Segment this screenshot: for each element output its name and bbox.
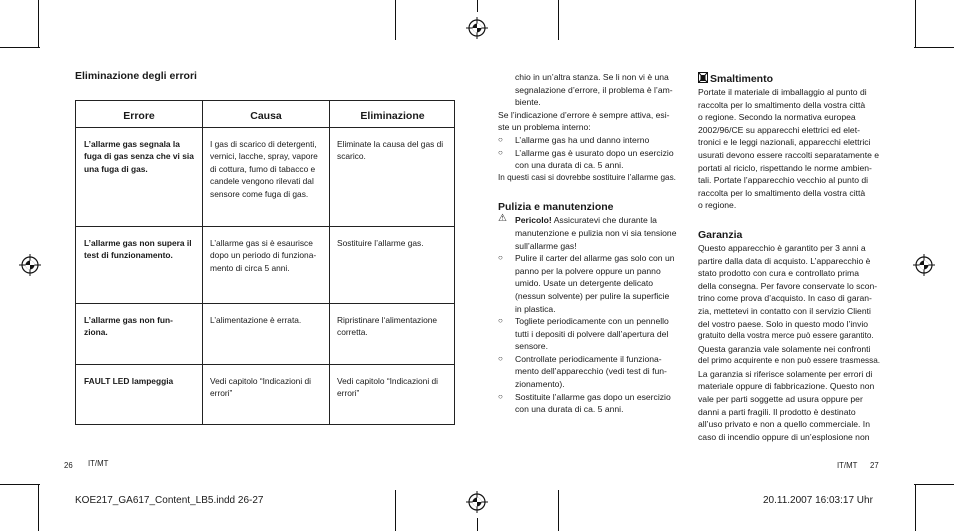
warranty-line: all’uso privato e non a quello commerciale. In <box>698 419 870 430</box>
cell-eliminazione: Vedi capitolo “Indicazioni di errori” <box>337 376 439 399</box>
table-row <box>76 365 454 424</box>
warranty-line: danni a parti fragili. Il prodotto è destinato <box>698 406 856 417</box>
crop-mark <box>0 484 40 485</box>
warning-text: Assicuratevi che durante la <box>553 215 657 226</box>
warning-label: Pericolo! <box>515 215 552 226</box>
list-item-text: (nessun solvente) per pulire la superficie <box>515 290 670 301</box>
warning-icon: ⚠ <box>498 213 507 225</box>
continued-line: biente. <box>515 97 541 108</box>
list-item <box>498 134 683 147</box>
warning-block <box>498 214 683 252</box>
troubleshooting-heading: Eliminazione degli errori <box>75 70 197 82</box>
list-item <box>498 147 683 172</box>
list-item <box>498 252 683 315</box>
middle-column <box>498 71 683 416</box>
disposal-line: o regione. <box>698 200 737 211</box>
crop-mark <box>38 485 39 531</box>
crop-mark <box>558 490 559 531</box>
cell-causa: Vedi capitolo “Indicazioni di errori” <box>210 376 312 399</box>
warranty-line: La garanzia si riferisce solamente per errori di <box>698 368 873 379</box>
disposal-line: portati al riciclo, rispettando le norme ambien- <box>698 162 872 173</box>
cell-errore: L’allarme gas segnala la fuga di gas senza che vi sia una fuga di gas. <box>84 139 194 174</box>
list-item-text: mento dell’apparecchio (vedi test di fun- <box>515 366 667 377</box>
disposal-heading-row <box>698 72 888 86</box>
bullet-icon: ○ <box>498 134 503 144</box>
cell-causa: L’allarme gas si è esaurisce dopo un periodo di funziona- mento di circa 5 anni. <box>210 238 317 273</box>
disposal-line: usurati devono essere raccolti separatamente e <box>698 149 880 160</box>
crop-mark <box>914 484 954 485</box>
recycle-bin-icon <box>698 72 708 83</box>
list-item-text: con una durata di ca. 5 anni. <box>515 404 624 415</box>
cell-errore: L’allarme gas non fun- ziona. <box>84 315 173 338</box>
list-item-text: zionamento). <box>515 379 565 390</box>
disposal-line: tronici e le leggi nazionali, apparecchi elettrici <box>698 137 871 148</box>
list-item-text: tutti i depositi di polvere dall’apertura del <box>515 328 669 339</box>
list-item-text: Togliete periodicamente con un pennello <box>515 316 669 327</box>
bullet-icon: ○ <box>498 316 503 326</box>
disposal-line: tali. Portate l’apparecchio vecchio al punto di <box>698 175 869 186</box>
warranty-line: del vostro paese. Solo in questo modo l’invio <box>698 318 869 329</box>
warranty-line: stato prodotto con cura e controllato prima <box>698 268 859 279</box>
list-item <box>498 353 683 391</box>
registration-mark-icon <box>466 17 488 39</box>
list-item-text: sensore. <box>515 341 548 352</box>
page-number-left: 26 <box>64 461 73 470</box>
crop-mark <box>395 490 396 531</box>
page-number-right: 27 <box>870 461 879 470</box>
list-item <box>498 391 683 416</box>
warranty-heading: Garanzia <box>698 228 743 241</box>
bullet-icon: ○ <box>498 147 503 157</box>
warranty-line: Questo apparecchio è garantito per 3 anni a <box>698 242 866 253</box>
table-row <box>76 227 454 304</box>
header-causa: Causa <box>250 110 282 122</box>
warranty-line: gratuito della vostra merce può essere garantito. <box>698 331 874 341</box>
warranty-line: trino come prova d’acquisto. In caso di garan- <box>698 293 872 304</box>
intro-line: ste un problema interno: <box>498 122 591 133</box>
warning-text: manutenzione e pulizia non vi sia tensione <box>515 227 677 238</box>
crop-mark <box>477 0 478 12</box>
registration-mark-icon <box>466 491 488 513</box>
warning-text: sull’allarme gas! <box>515 240 577 251</box>
crop-mark <box>558 0 559 40</box>
cell-eliminazione: Ripristinare l‘alimentazione corretta. <box>337 315 438 338</box>
table-header <box>76 101 454 128</box>
crop-mark <box>395 0 396 40</box>
crop-mark <box>0 47 40 48</box>
language-code-left: IT/MT <box>88 459 109 468</box>
list-item-text: panno per la polvere oppure un panno <box>515 265 661 276</box>
slug-date-info: 20.11.2007 16:03:17 Uhr <box>763 495 873 506</box>
list-item <box>498 315 683 353</box>
crop-mark <box>477 518 478 531</box>
table-row <box>76 128 454 227</box>
right-column <box>698 72 888 443</box>
table-row <box>76 304 454 365</box>
replace-note: In questi casi si dovrebbe sostituire l’allarme gas. <box>498 172 676 182</box>
disposal-line: raccolta per lo smaltimento della vostra città <box>698 187 866 198</box>
list-item-text: Controllate periodicamente il funziona- <box>515 353 662 364</box>
intro-line: Se l’indicazione d’errore è sempre attiva, esi- <box>498 109 670 120</box>
crop-mark <box>914 47 954 48</box>
list-item-text: L’allarme gas ha und danno interno <box>515 134 650 145</box>
list-item-text: con una durata di ca. 5 anni. <box>515 160 624 171</box>
list-item-text: in plastica. <box>515 303 556 314</box>
header-errore: Errore <box>123 110 155 122</box>
disposal-line: o regione. Secondo la normativa europea <box>698 112 856 123</box>
warranty-line: Questa garanzia vale solamente nei confronti <box>698 343 871 354</box>
bullet-icon: ○ <box>498 353 503 363</box>
cell-eliminazione: Eliminate la causa del gas di scarico. <box>337 139 444 162</box>
registration-mark-icon <box>19 254 41 276</box>
cell-eliminazione: Sostituire l’allarme gas. <box>337 238 424 248</box>
slug-file-info: KOE217_GA617_Content_LB5.indd 26-27 <box>75 495 264 506</box>
warranty-line: caso di incendio oppure di un’esplosione non <box>698 431 870 442</box>
warranty-line: materiale oppure di fabbricazione. Questo non <box>698 381 875 392</box>
registration-mark-icon <box>913 254 935 276</box>
warranty-line: partire dalla data di acquisto. L’apparecchio è <box>698 255 871 266</box>
language-code-right: IT/MT <box>837 461 858 470</box>
list-item-text: umido. Usate un detergente delicato <box>515 278 654 289</box>
warranty-line: zia, mettetevi in contatto con il servizio Clienti <box>698 305 871 316</box>
crop-mark <box>38 0 39 48</box>
bullet-icon: ○ <box>498 391 503 401</box>
disposal-line: 2002/96/CE su apparecchi elettrici ed elet- <box>698 124 860 135</box>
bullet-icon: ○ <box>498 253 503 263</box>
disposal-line: Portate il materiale di imballaggio al punto di <box>698 87 867 97</box>
header-eliminazione: Eliminazione <box>360 110 425 122</box>
cleaning-heading: Pulizia e manutenzione <box>498 201 614 214</box>
disposal-heading: Smaltimento <box>710 73 774 85</box>
troubleshooting-table <box>75 100 455 425</box>
cell-errore: FAULT LED lampeggia <box>84 376 174 386</box>
warranty-line: vale per parti soggette ad usura oppure per <box>698 394 863 405</box>
crop-mark <box>915 485 916 531</box>
list-item-text: Pulire il carter del allarme gas solo con un <box>515 253 675 264</box>
cell-causa: L’alimentazione è errata. <box>210 315 302 325</box>
cell-causa: I gas di scarico di detergenti, vernici, lacche, spray, vapore di cottura, fumo di tabacco e candele vengono rilevati dal sensore come fuga di gas. <box>210 139 318 199</box>
cell-errore: L’allarme gas non supera il test di funzionamento. <box>84 238 192 261</box>
list-item-text: L’allarme gas è usurato dopo un esercizio <box>515 147 674 158</box>
crop-mark <box>915 0 916 48</box>
warranty-line: della consegna. Per favore conservate lo scon- <box>698 280 878 291</box>
continued-line: segnalazione d’errore, il problema è l’am- <box>515 84 673 95</box>
warranty-line: del primo acquirente e non può essere trasmessa. <box>698 356 881 366</box>
continued-line: chio in un’altra stanza. Se li non vi è una <box>515 72 669 82</box>
disposal-line: raccolta per lo smaltimento della vostra città <box>698 99 866 110</box>
list-item-text: Sostituite l’allarme gas dopo un esercizio <box>515 391 671 402</box>
